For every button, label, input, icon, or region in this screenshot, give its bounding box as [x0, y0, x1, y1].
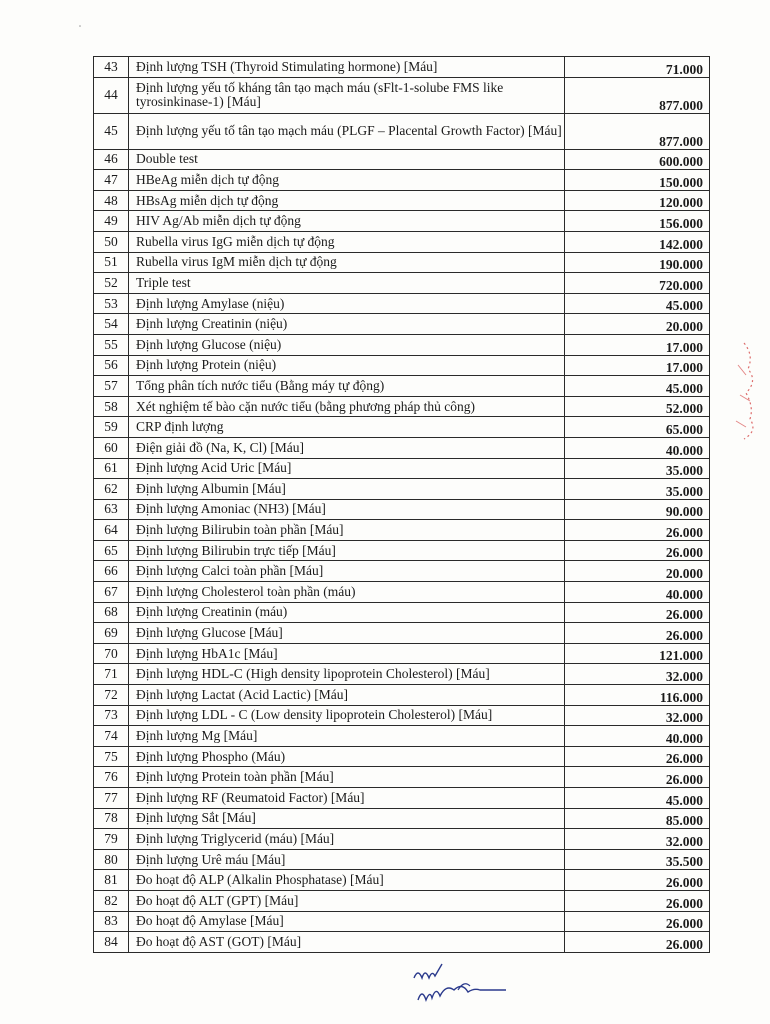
table-row — [94, 355, 710, 376]
test-name: Định lượng yếu tố kháng tân tạo mạch máu (sFlt-1-solube FMS like tyrosinkinase-1) [Máu] — [129, 77, 565, 113]
test-price: 20.000 — [565, 314, 710, 335]
row-number: 67 — [94, 582, 129, 603]
test-price: 17.000 — [565, 334, 710, 355]
test-price: 17.000 — [565, 355, 710, 376]
test-price: 26.000 — [565, 890, 710, 911]
table-row — [94, 890, 710, 911]
test-name: HIV Ag/Ab miễn dịch tự động — [129, 211, 565, 232]
row-number: 56 — [94, 355, 129, 376]
table-row — [94, 932, 710, 953]
table-row — [94, 664, 710, 685]
row-number: 82 — [94, 890, 129, 911]
test-name: Định lượng HDL-C (High density lipoprotein Cholesterol) [Máu] — [129, 664, 565, 685]
test-price: 71.000 — [565, 57, 710, 78]
test-name: Định lượng Glucose (niệu) — [129, 334, 565, 355]
row-number: 57 — [94, 376, 129, 397]
row-number: 84 — [94, 932, 129, 953]
test-price: 40.000 — [565, 437, 710, 458]
row-number: 54 — [94, 314, 129, 335]
test-name: Định lượng Acid Uric [Máu] — [129, 458, 565, 479]
test-name: Định lượng Lactat (Acid Lactic) [Máu] — [129, 685, 565, 706]
table-row — [94, 911, 710, 932]
row-number: 63 — [94, 499, 129, 520]
table-row — [94, 705, 710, 726]
table-row — [94, 808, 710, 829]
row-number: 64 — [94, 520, 129, 541]
row-number: 83 — [94, 911, 129, 932]
test-name: Rubella virus IgM miễn dịch tự động — [129, 252, 565, 273]
row-number: 46 — [94, 149, 129, 170]
test-name: Định lượng Calci toàn phần [Máu] — [129, 561, 565, 582]
test-name: Định lượng Amylase (niệu) — [129, 293, 565, 314]
test-name: Định lượng Cholesterol toàn phần (máu) — [129, 582, 565, 603]
test-price: 32.000 — [565, 664, 710, 685]
table-row — [94, 602, 710, 623]
table-row — [94, 520, 710, 541]
test-name: Định lượng Urê máu [Máu] — [129, 849, 565, 870]
table-row — [94, 788, 710, 809]
row-number: 59 — [94, 417, 129, 438]
table-row — [94, 149, 710, 170]
test-name: Định lượng LDL - C (Low density lipoprotein Cholesterol) [Máu] — [129, 705, 565, 726]
test-name: Định lượng Protein toàn phần [Máu] — [129, 767, 565, 788]
price-table — [93, 56, 710, 953]
test-name: Định lượng Albumin [Máu] — [129, 479, 565, 500]
price-table-container — [93, 56, 703, 953]
row-number: 61 — [94, 458, 129, 479]
table-row — [94, 582, 710, 603]
row-number: 80 — [94, 849, 129, 870]
red-stamp-edge-icon — [724, 335, 764, 445]
test-name: Định lượng RF (Reumatoid Factor) [Máu] — [129, 788, 565, 809]
test-name: Định lượng Phospho (Máu) — [129, 746, 565, 767]
test-name: Định lượng Creatinin (máu) — [129, 602, 565, 623]
test-price: 85.000 — [565, 808, 710, 829]
scan-speck — [77, 16, 83, 22]
test-name: CRP định lượng — [129, 417, 565, 438]
table-row — [94, 376, 710, 397]
table-row — [94, 499, 710, 520]
table-row — [94, 314, 710, 335]
row-number: 73 — [94, 705, 129, 726]
row-number: 78 — [94, 808, 129, 829]
test-name: Định lượng Amoniac (NH3) [Máu] — [129, 499, 565, 520]
test-price: 720.000 — [565, 273, 710, 294]
test-price: 40.000 — [565, 582, 710, 603]
row-number: 77 — [94, 788, 129, 809]
test-price: 26.000 — [565, 623, 710, 644]
table-row — [94, 829, 710, 850]
row-number: 53 — [94, 293, 129, 314]
test-price: 32.000 — [565, 829, 710, 850]
row-number: 50 — [94, 231, 129, 252]
test-price: 877.000 — [565, 77, 710, 113]
test-name: Định lượng Bilirubin toàn phần [Máu] — [129, 520, 565, 541]
test-name: Định lượng Bilirubin trực tiếp [Máu] — [129, 540, 565, 561]
table-row — [94, 726, 710, 747]
test-price: 150.000 — [565, 170, 710, 191]
test-name: Đo hoạt độ ALT (GPT) [Máu] — [129, 890, 565, 911]
test-name: Tổng phân tích nước tiểu (Bằng máy tự động) — [129, 376, 565, 397]
test-price: 65.000 — [565, 417, 710, 438]
table-row — [94, 746, 710, 767]
test-name: Định lượng yếu tố tân tạo mạch máu (PLGF – Placental Growth Factor) [Máu] — [129, 113, 565, 149]
test-price: 190.000 — [565, 252, 710, 273]
test-price: 32.000 — [565, 705, 710, 726]
test-price: 142.000 — [565, 231, 710, 252]
row-number: 55 — [94, 334, 129, 355]
row-number: 58 — [94, 396, 129, 417]
table-row — [94, 540, 710, 561]
row-number: 71 — [94, 664, 129, 685]
row-number: 70 — [94, 643, 129, 664]
row-number: 43 — [94, 57, 129, 78]
test-price: 26.000 — [565, 767, 710, 788]
test-name: Định lượng Creatinin (niệu) — [129, 314, 565, 335]
table-row — [94, 870, 710, 891]
test-price: 26.000 — [565, 746, 710, 767]
test-price: 116.000 — [565, 685, 710, 706]
row-number: 81 — [94, 870, 129, 891]
table-row — [94, 252, 710, 273]
row-number: 68 — [94, 602, 129, 623]
test-name: Rubella virus IgG miễn dịch tự động — [129, 231, 565, 252]
row-number: 52 — [94, 273, 129, 294]
test-name: HBsAg miễn dịch tự động — [129, 190, 565, 211]
test-name: Điện giải đồ (Na, K, Cl) [Máu] — [129, 437, 565, 458]
table-row — [94, 211, 710, 232]
row-number: 76 — [94, 767, 129, 788]
test-price: 121.000 — [565, 643, 710, 664]
table-row — [94, 113, 710, 149]
table-row — [94, 685, 710, 706]
row-number: 44 — [94, 77, 129, 113]
test-name: Định lượng HbA1c [Máu] — [129, 643, 565, 664]
test-name: Double test — [129, 149, 565, 170]
test-price: 52.000 — [565, 396, 710, 417]
test-price: 120.000 — [565, 190, 710, 211]
test-price: 26.000 — [565, 520, 710, 541]
row-number: 48 — [94, 190, 129, 211]
row-number: 75 — [94, 746, 129, 767]
test-price: 45.000 — [565, 293, 710, 314]
test-price: 26.000 — [565, 602, 710, 623]
table-row — [94, 458, 710, 479]
table-row — [94, 767, 710, 788]
test-price: 877.000 — [565, 113, 710, 149]
test-price: 45.000 — [565, 376, 710, 397]
table-row — [94, 334, 710, 355]
table-row — [94, 437, 710, 458]
test-name: Định lượng Sắt [Máu] — [129, 808, 565, 829]
test-price: 26.000 — [565, 932, 710, 953]
row-number: 69 — [94, 623, 129, 644]
test-price: 40.000 — [565, 726, 710, 747]
table-row — [94, 273, 710, 294]
table-row — [94, 170, 710, 191]
test-name: Đo hoạt độ ALP (Alkalin Phosphatase) [Máu] — [129, 870, 565, 891]
table-row — [94, 479, 710, 500]
row-number: 45 — [94, 113, 129, 149]
test-price: 45.000 — [565, 788, 710, 809]
table-row — [94, 293, 710, 314]
table-row — [94, 77, 710, 113]
test-name: Triple test — [129, 273, 565, 294]
test-price: 35.000 — [565, 458, 710, 479]
row-number: 66 — [94, 561, 129, 582]
test-price: 26.000 — [565, 540, 710, 561]
test-name: Định lượng Triglycerid (máu) [Máu] — [129, 829, 565, 850]
test-price: 90.000 — [565, 499, 710, 520]
test-price: 35.000 — [565, 479, 710, 500]
test-name: Xét nghiệm tế bào cặn nước tiểu (bằng phương pháp thủ công) — [129, 396, 565, 417]
row-number: 49 — [94, 211, 129, 232]
row-number: 62 — [94, 479, 129, 500]
table-row — [94, 57, 710, 78]
price-table-body — [94, 57, 710, 953]
test-name: Định lượng TSH (Thyroid Stimulating hormone) [Máu] — [129, 57, 565, 78]
test-name: Đo hoạt độ Amylase [Máu] — [129, 911, 565, 932]
test-price: 20.000 — [565, 561, 710, 582]
test-name: Đo hoạt độ AST (GOT) [Máu] — [129, 932, 565, 953]
test-name: Định lượng Protein (niệu) — [129, 355, 565, 376]
row-number: 65 — [94, 540, 129, 561]
test-name: HBeAg miễn dịch tự động — [129, 170, 565, 191]
table-row — [94, 643, 710, 664]
test-price: 156.000 — [565, 211, 710, 232]
table-row — [94, 561, 710, 582]
table-row — [94, 396, 710, 417]
test-price: 600.000 — [565, 149, 710, 170]
table-row — [94, 623, 710, 644]
row-number: 72 — [94, 685, 129, 706]
table-row — [94, 231, 710, 252]
handwritten-signature-icon — [410, 960, 520, 1010]
test-price: 26.000 — [565, 870, 710, 891]
table-row — [94, 849, 710, 870]
row-number: 60 — [94, 437, 129, 458]
test-name: Định lượng Mg [Máu] — [129, 726, 565, 747]
test-price: 35.500 — [565, 849, 710, 870]
row-number: 79 — [94, 829, 129, 850]
test-name: Định lượng Glucose [Máu] — [129, 623, 565, 644]
table-row — [94, 190, 710, 211]
row-number: 74 — [94, 726, 129, 747]
row-number: 47 — [94, 170, 129, 191]
test-price: 26.000 — [565, 911, 710, 932]
table-row — [94, 417, 710, 438]
row-number: 51 — [94, 252, 129, 273]
